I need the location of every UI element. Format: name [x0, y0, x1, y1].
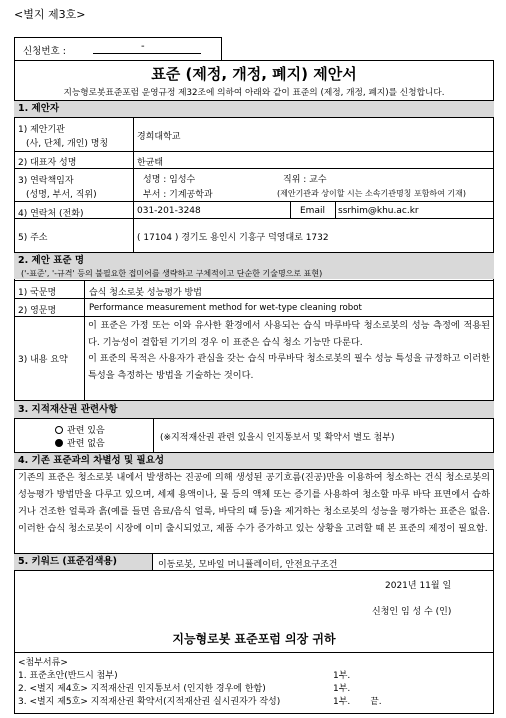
summary-paragraph-1: 이 표준은 가정 또는 이와 유사한 환경에서 사용되는 습식 마루바닥 청소로봇의 성능 측정에 적용된다. 기능성이 결합된 기기의 경우 이 표준은 습식 청소 기능만 다룬다.: [88, 320, 490, 348]
section-2-title: 2. 제안 표준 명: [18, 255, 85, 266]
divider: [14, 316, 494, 317]
rep-label: 2) 대표자 성명: [18, 158, 77, 168]
divider: [14, 218, 494, 219]
address-value: ( 17104 ) 경기도 용인시 기흥구 덕영대로 1732: [137, 233, 329, 243]
kor-name-value: 습식 청소로봇 성능평가 방법: [89, 288, 202, 298]
attachment-count: 1부.: [333, 697, 351, 707]
phone-label: 4) 연락처 (전화): [18, 209, 84, 219]
recipient: 지능형로봇 표준포럼 의장 귀하: [172, 632, 336, 646]
section-1-header: 1. 제안자: [14, 101, 494, 117]
section-4-header: 4. 기존 표준과의 차별성 및 필요성: [14, 453, 494, 469]
column-divider: [152, 553, 153, 570]
divider: [14, 151, 494, 152]
form-number-label: <별지 제3호>: [14, 8, 86, 21]
ip-option-no[interactable]: [55, 436, 105, 449]
application-number-label: 신청번호 :: [23, 46, 66, 57]
eng-name-value: Performance measurement method for wet-type cleaning robot: [89, 303, 362, 313]
attachment-count: 1부.: [333, 684, 351, 694]
address-label: 5) 주소: [18, 233, 48, 243]
column-divider: [153, 418, 154, 452]
column-divider: [335, 201, 336, 218]
application-number-value: -: [141, 41, 145, 52]
section-4-body: 기존의 표준은 청소로봇 내에서 발생하는 진공에 의해 생성된 공기흐름(진공)만을 이용하여 청소하는 건식 청소로봇의 성능평가 방법만을 다루고 있으며, 세제 용액이나, 물 등의 액체 또는 증기를 사용하여 청소할 마루 바닥 표면에서 습하거나 건조한 얼룩과 흙(예를 들면 음료/음식 얼룩, 바닥의 때 등)을 제거하는 청소로봇의 성능을 평가하는 표준은 없음. 이러한 습식 청소로봇이 시장에 이미 출시되었고, 제품 수가 증가하고 있는 상황을 고려할 때 본 표준의 제정이 필요함.: [18, 472, 490, 534]
contact-note: (제안기관과 상이할 시는 소속기관명칭 포함하여 기재): [277, 189, 466, 198]
summary-label: 3) 내용 요약: [18, 355, 68, 365]
divider: [14, 652, 494, 653]
contact-label-2: (성명, 부서, 직위): [26, 190, 97, 200]
summary-paragraph-2: 이 표준의 목적은 사용자가 관심을 갖는 습식 마루바닥 청소로봇의 필수 성능 특성을 규정하고 이러한 특성을 측정하는 방법을 기술하는 것이다.: [88, 353, 490, 381]
ip-option-yes-label: 관련 있음: [67, 426, 105, 436]
divider: [14, 117, 494, 118]
org-label-1: 1) 제안기관: [18, 125, 65, 135]
org-value: 경희대학교: [137, 132, 181, 142]
submission-date: 2021년 11월 일: [385, 581, 452, 591]
divider: [14, 168, 494, 169]
attachment-item: 2. <별지 제4호> 지적재산권 인지통보서 (인지한 경우에 한함): [18, 684, 266, 694]
applicant-signature: 신청인 임 성 수 (인): [372, 607, 452, 617]
end-mark: 끝.: [370, 697, 382, 707]
divider: [14, 280, 494, 281]
section-3-header: 3. 지적재산권 관련사항: [14, 401, 494, 418]
ip-note: (※지적재산권 관련 있을시 인지통보서 및 확약서 별도 첨부): [160, 433, 395, 443]
divider: [14, 570, 494, 571]
attachment-item: 1. 표준초안(반드시 첨부): [18, 671, 118, 681]
section-2-note: ('-표준', '-규격' 등의 불필요한 접미어를 생략하고 구체적이고 단순한 기술명으로 표현): [21, 269, 323, 278]
divider: [14, 298, 494, 299]
kor-name-label: 1) 국문명: [18, 288, 57, 298]
contact-name: 성명 : 임성수: [143, 175, 196, 185]
divider: [14, 201, 494, 202]
application-number-box: [14, 37, 222, 60]
attachments-title: <첨부서류>: [18, 658, 68, 668]
section-2-header: [14, 253, 494, 279]
phone-value: 031-201-3248: [137, 206, 201, 216]
rep-value: 한균태: [137, 158, 164, 168]
attachment-item: 3. <별지 제5호> 지적재산권 확약서(지적재산권 실시권자가 작성): [18, 697, 281, 707]
radio-filled-icon: [55, 439, 63, 447]
column-divider: [133, 117, 134, 252]
eng-name-label: 2) 영문명: [18, 306, 57, 316]
ip-option-no-label: 관련 없음: [67, 439, 105, 449]
ip-option-yes[interactable]: [55, 423, 105, 436]
application-number-field[interactable]: [93, 53, 201, 54]
keywords-value: 이동로봇, 모바일 머니퓰레이터, 안전요구조건: [158, 560, 338, 570]
column-divider: [290, 201, 291, 218]
contact-title: 직위 : 교수: [283, 175, 327, 185]
org-label-2: (사, 단체, 개인) 명칭: [26, 139, 109, 149]
divider: [14, 418, 494, 419]
contact-dept: 부서 : 기계공학과: [143, 190, 213, 200]
email-value: ssrhim@khu.ac.kr: [338, 206, 419, 216]
radio-empty-icon: [55, 426, 63, 434]
page-subtitle: 지능형로봇표준포럼 운영규정 제32조에 의하여 아래와 같이 표준의 (제정, 개정, 폐지)를 신청합니다.: [63, 88, 445, 98]
contact-label-1: 3) 연락책임자: [18, 176, 74, 186]
email-label: Email: [300, 206, 325, 216]
section-5-header: 5. 키워드 (표준검색용): [14, 554, 152, 570]
page-title: 표준 (제정, 개정, 폐지) 제안서: [151, 65, 357, 83]
attachment-count: 1부.: [333, 671, 351, 681]
